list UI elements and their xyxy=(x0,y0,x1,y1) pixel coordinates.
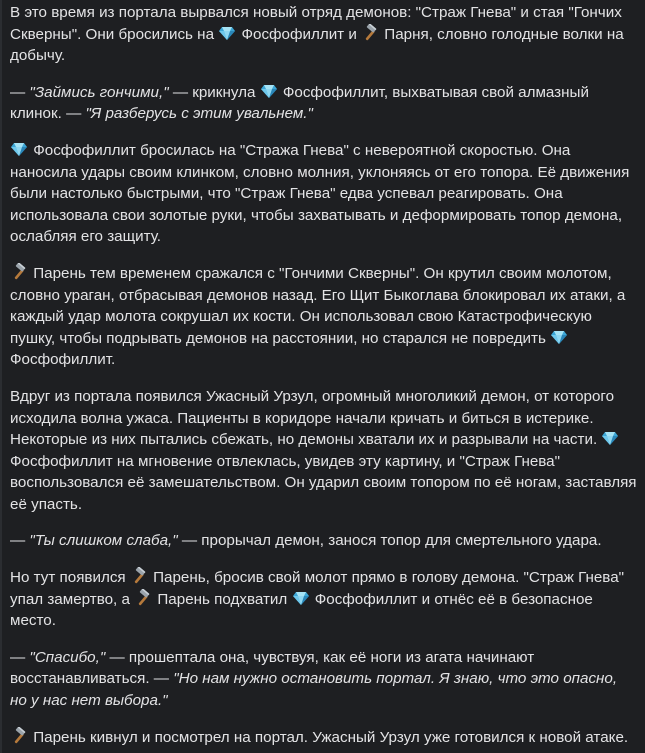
narrative-text: Фосфофиллит бросилась на "Стража Гнева" с невероятной скоростью. Она наносила удары своим клинком, словно молния, уклоняясь от его топора. Её движения были настолько быстрыми, что "Страж Гнева" едва успевал реагировать. Она использовала свои золотые руки, чтобы захватывать и деформировать топор демона, ослабляя его защиту. xyxy=(10,141,630,246)
gem-stone-icon xyxy=(260,82,278,100)
message-paragraph xyxy=(10,263,638,371)
narrative-text: Фосфофиллит. xyxy=(10,351,116,369)
narrative-text: — xyxy=(10,83,30,101)
quoted-speech: "Займись гончими," xyxy=(29,83,169,101)
narrative-text: Парень тем временем сражался с "Гончими Скверны". Он крутил своим молотом, словно ураган, отбрасывая демонов назад. Его Щит Быкоглава блокировал их атаки, а каждый удар молота сокрушал их кости. Он использовал свою Катастрофическую пушку, чтобы подрывать демонов на расстоянии, но старался не повредить xyxy=(10,264,626,347)
narrative-text: — прорычал демон, занося топор для смертельного удара. xyxy=(177,532,602,550)
hammer-icon xyxy=(134,589,152,607)
narrative-text: Вдруг из портала появился Ужасный Урзул, огромный многоликий демон, от которого исходила волна ужаса. Пациенты в коридоре начали кричать и биться в истерике. Некоторые из них пытались сбежать, но демоны хватали их и разрывали на части. xyxy=(10,387,615,449)
narrative-text: Фосфофиллит и отнёс её в безопасное место. xyxy=(10,590,593,630)
message-paragraph xyxy=(10,727,638,749)
quoted-speech: "Но нам нужно остановить портал. Я знаю, что это опасно, но у нас нет выбора." xyxy=(10,670,618,710)
hammer-icon xyxy=(10,263,28,281)
hammer-icon xyxy=(10,727,28,745)
message-paragraph xyxy=(10,140,638,248)
gem-stone-icon xyxy=(10,140,28,158)
message-paragraph xyxy=(10,386,638,516)
narrative-text: Парень подхватил xyxy=(153,590,292,608)
gem-stone-icon xyxy=(292,589,310,607)
narrative-text: — xyxy=(10,648,30,666)
narrative-text: Фосфофиллит на мгновение отвлеклась, увидев эту картину, и "Страж Гнева" воспользовался её замешательством. Он ударил своим топором по её ногам, заставляя её упасть. xyxy=(10,452,637,513)
message-paragraph xyxy=(10,567,638,632)
message-paragraph xyxy=(10,2,638,67)
narrative-text: — прошептала она, чувствуя, как её ноги из агата начинают восстанавливаться. — xyxy=(10,648,535,688)
message-paragraph xyxy=(10,530,638,552)
narrative-text: Парень, бросив свой молот прямо в голову демона. "Страж Гнева" упал замертво, а xyxy=(10,569,625,608)
quoted-speech: "Я разберусь с этим увальнем." xyxy=(85,105,313,123)
narrative-text: Фосфофиллит, выхватывая свой алмазный клинок. — xyxy=(10,83,589,123)
message-paragraph xyxy=(10,82,638,125)
gem-stone-icon xyxy=(550,328,568,346)
gem-stone-icon xyxy=(218,24,236,42)
gem-stone-icon xyxy=(601,429,619,447)
chat-message-body xyxy=(10,2,638,748)
narrative-text: — xyxy=(10,532,30,550)
message-paragraph xyxy=(10,647,638,712)
narrative-text: Но тут появился xyxy=(10,569,130,587)
narrative-text: — крикнула xyxy=(168,83,260,101)
panel-edge xyxy=(0,0,2,753)
hammer-icon xyxy=(361,24,379,42)
narrative-text: Парня, словно голодные волки на добычу. xyxy=(10,25,624,65)
narrative-text: Фосфофиллит и xyxy=(237,25,362,43)
quoted-speech: "Ты слишком слаба," xyxy=(29,532,178,550)
narrative-text: Парень кивнул и посмотрел на портал. Ужасный Урзул уже готовился к новой атаке. xyxy=(29,728,629,746)
narrative-text: В это время из портала вырвался новый отряд демонов: "Страж Гнева" и стая "Гончих Скверны". Они бросились на xyxy=(10,4,622,43)
hammer-icon xyxy=(130,567,148,585)
quoted-speech: "Спасибо," xyxy=(29,648,106,666)
